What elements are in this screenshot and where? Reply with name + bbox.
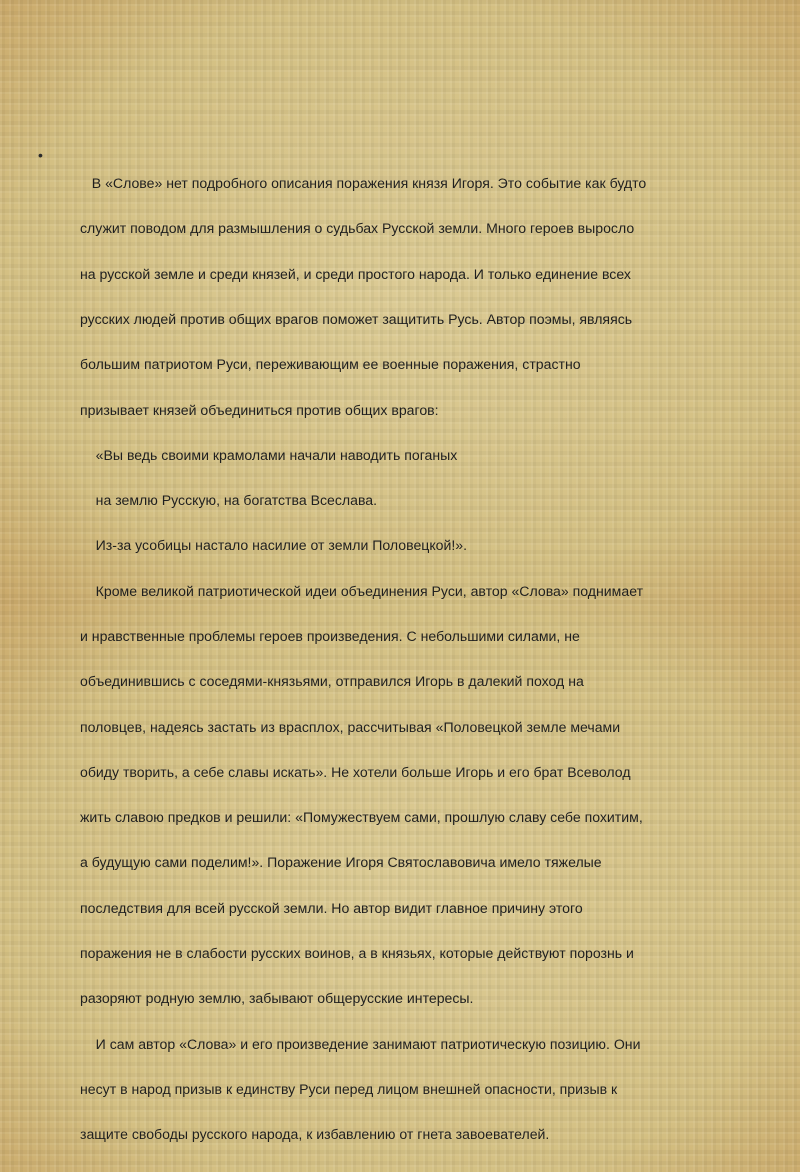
text-line: на русской земле и среди князей, и среди простого народа. И только единение всех — [80, 265, 631, 282]
text-line: И сам автор «Слова» и его произведение занимают патриотическую позицию. Они — [80, 1035, 641, 1052]
text-line: служит поводом для размышления о судьбах Русской земли. Много героев выросло — [80, 220, 635, 237]
quote-line: на землю Русскую, на богатства Всеслава. — [80, 492, 378, 509]
text-line: и нравственные проблемы героев произведения. С небольшими силами, не — [80, 628, 580, 644]
text-line: большим патриотом Руси, переживающим ее военные поражения, страстно — [80, 356, 581, 373]
text-line: В «Слове» нет подробного описания поражения князя Игоря. Это событие как будто — [80, 175, 647, 192]
quote-line: «Вы ведь своими крамолами начали наводить поганых — [80, 446, 458, 463]
bullet-marker: • — [38, 147, 43, 163]
body-text — [80, 146, 770, 1172]
text-line: призывает князей объединиться против общих врагов: — [80, 401, 439, 418]
text-line: защите свободы русского народа, к избавлению от гнета завоевателей. — [80, 1126, 550, 1143]
text-line: обиду творить, а себе славы искать». Не хотели больше Игорь и его брат Всеволод — [80, 763, 631, 780]
text-line: Кроме великой патриотической идеи объединения Руси, автор «Слова» поднимает — [80, 582, 644, 599]
text-line: несут в народ призыв к единству Руси перед лицом внешней опасности, призыв к — [80, 1080, 618, 1097]
text-line: последствия для всей русской земли. Но автор видит главное причину этого — [80, 899, 583, 916]
text-line: разоряют родную землю, забывают общерусские интересы. — [80, 990, 474, 1007]
text-line: а будущую сами поделим!». Поражение Игоря Святославовича имело тяжелые — [80, 854, 602, 871]
text-line: поражения не в слабости русских воинов, а в князьях, которые действуют порознь и — [80, 944, 634, 961]
text-line: объединившись с соседями-князьями, отправился Игорь в далекий поход на — [80, 673, 584, 690]
text-line: жить славою предков и решили: «Помужествуем сами, прошлую славу себе похитим, — [80, 809, 643, 826]
text-line: русских людей против общих врагов поможет защитить Русь. Автор поэмы, являясь — [80, 311, 633, 328]
text-line: половцев, надеясь застать из врасплох, рассчитывая «Половецкой земле мечами — [80, 718, 621, 735]
quote-line: Из-за усобицы настало насилие от земли Половецкой!». — [80, 537, 468, 554]
